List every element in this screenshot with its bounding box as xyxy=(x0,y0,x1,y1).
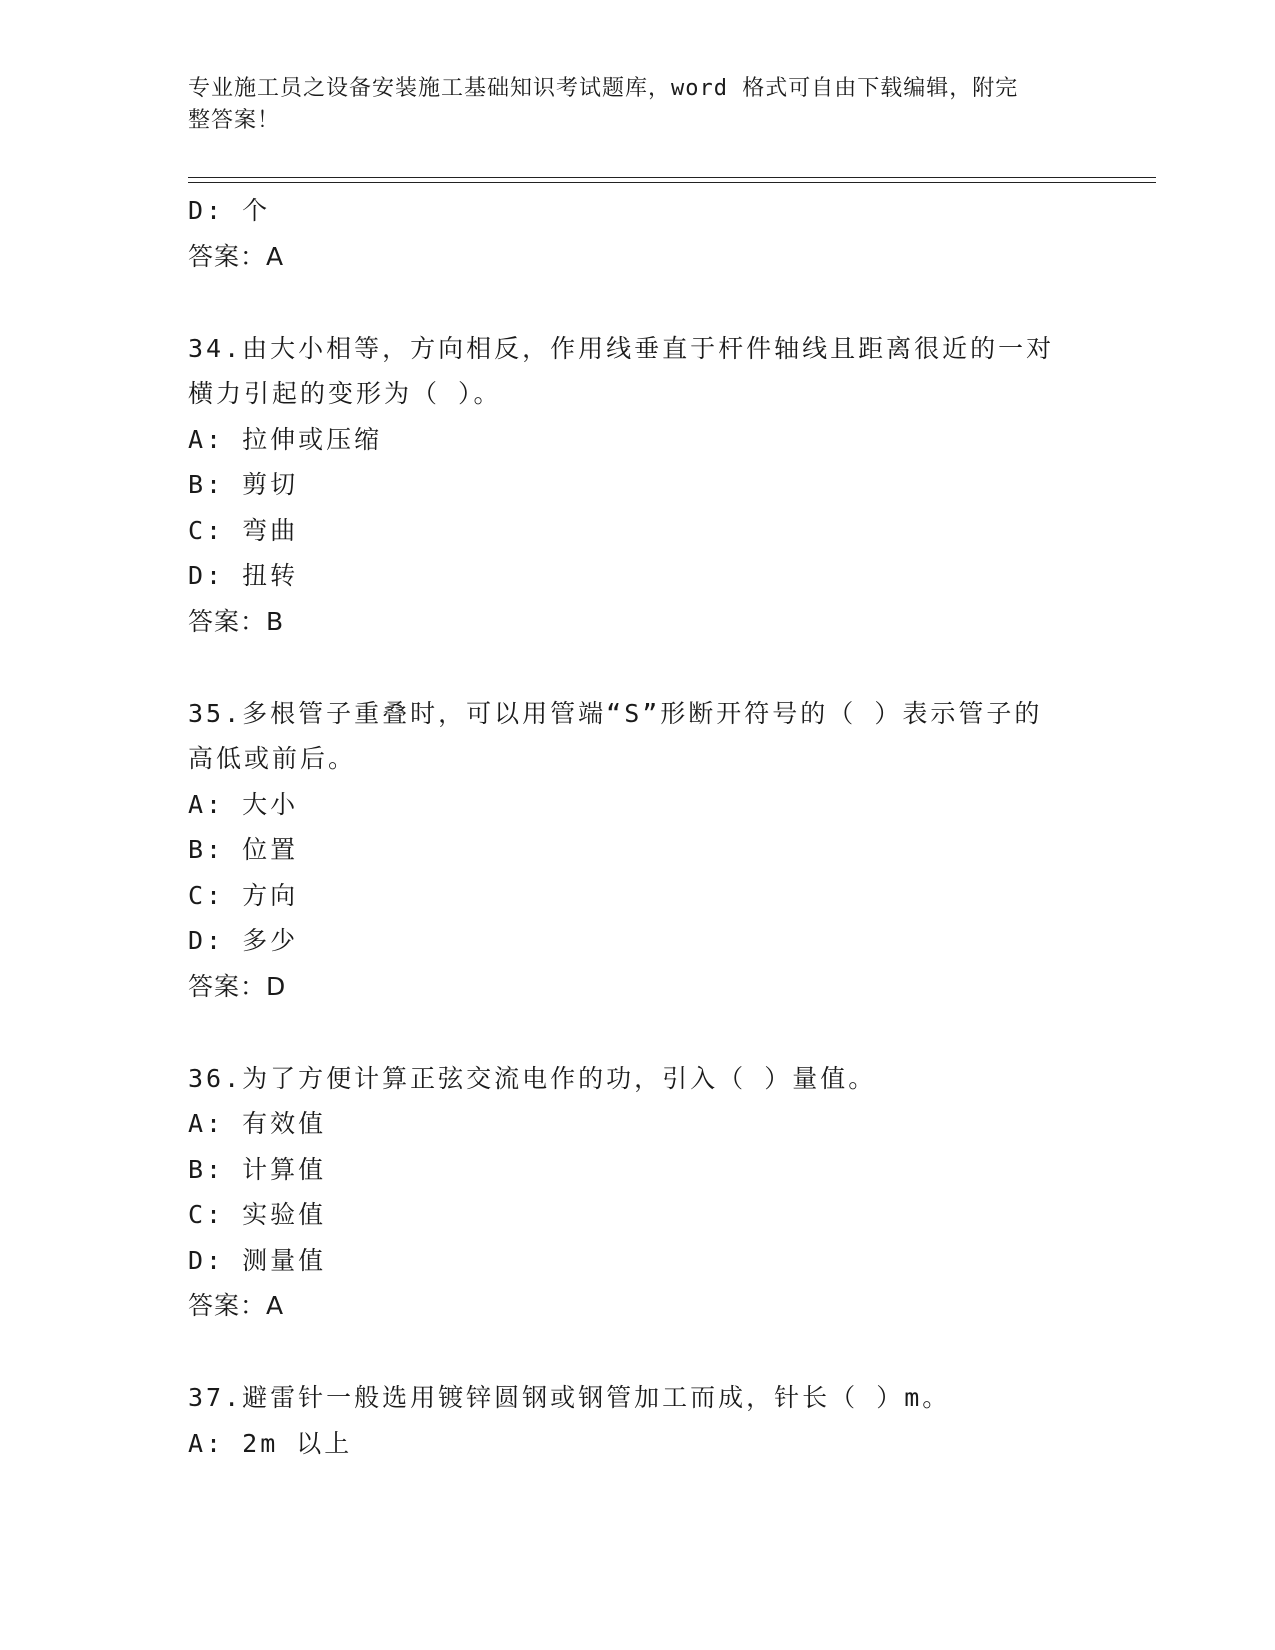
question-stem-line-1: 35.多根管子重叠时，可以用管端“S”形断开符号的（ ）表示管子的 xyxy=(188,698,1043,728)
question-36 xyxy=(188,1056,1088,1329)
option-b: B: 位置 xyxy=(188,835,299,864)
question-37 xyxy=(188,1375,1088,1466)
option-a: A: 拉伸或压缩 xyxy=(188,424,383,454)
question-stem-line-1: 34.由大小相等，方向相反，作用线垂直于杆件轴线且距离很近的一对 xyxy=(188,333,1055,363)
spacer xyxy=(188,1329,1088,1375)
option-a: A: 2m 以上 xyxy=(188,1428,353,1458)
answer: 答案：B xyxy=(188,606,285,636)
option-c: C: 弯曲 xyxy=(188,515,299,545)
answer: 答案：A xyxy=(188,1291,285,1320)
question-stem-line-2: 横力引起的变形为（ ）。 xyxy=(188,379,502,408)
answer: 答案：A xyxy=(188,241,285,271)
option-d: D: 测量值 xyxy=(188,1245,327,1275)
header-title-line-1: 专业施工员之设备安装施工基础知识考试题库，word 格式可自由下载编辑，附完 xyxy=(188,76,1019,101)
option-d: D: 扭转 xyxy=(188,561,299,590)
question-list xyxy=(188,188,1088,1466)
header-title-line-2: 整答案！ xyxy=(188,108,281,133)
header-divider-top xyxy=(188,177,1156,178)
spacer xyxy=(188,1009,1088,1055)
option-d: D: 多少 xyxy=(188,926,299,955)
question-34 xyxy=(188,326,1088,645)
option-b: B: 剪切 xyxy=(188,470,299,499)
option-c: C: 实验值 xyxy=(188,1200,327,1229)
option-a: A: 有效值 xyxy=(188,1109,327,1138)
page-header xyxy=(188,73,1068,137)
question-stem-line-1: 36.为了方便计算正弦交流电作的功，引入（ ）量值。 xyxy=(188,1063,877,1093)
question-35 xyxy=(188,691,1088,1010)
answer: 答案：D xyxy=(188,971,287,1001)
question-stem-line-2: 高低或前后。 xyxy=(188,744,357,773)
spacer xyxy=(188,279,1088,325)
header-divider-bottom xyxy=(188,182,1156,183)
option-a: A: 大小 xyxy=(188,789,299,819)
option-d: D: 个 xyxy=(188,196,271,225)
question-stem-line-1: 37.避雷针一般选用镀锌圆钢或钢管加工而成，针长（ ）m。 xyxy=(188,1383,951,1412)
previous-question-tail xyxy=(188,188,1088,279)
option-b: B: 计算值 xyxy=(188,1154,327,1184)
option-c: C: 方向 xyxy=(188,880,299,910)
spacer xyxy=(188,644,1088,690)
